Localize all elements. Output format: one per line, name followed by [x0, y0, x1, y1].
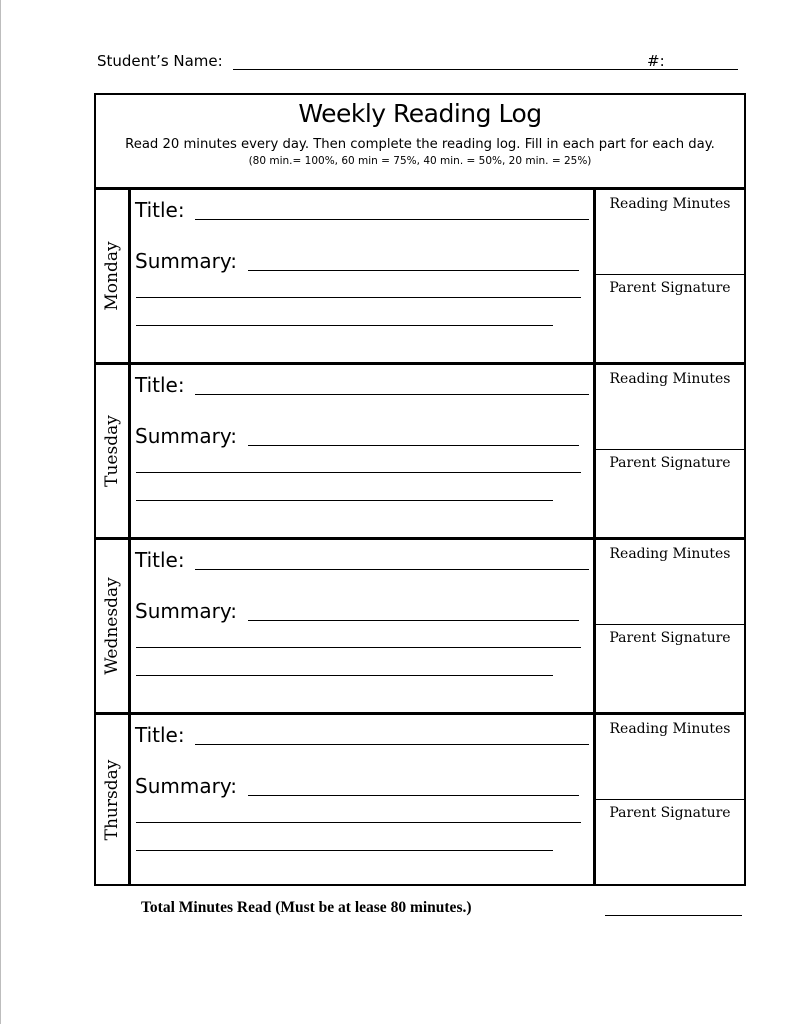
entry-cell [131, 715, 596, 884]
parent-signature-label: Parent Signature [609, 455, 731, 471]
page-title: Weekly Reading Log [298, 99, 542, 128]
summary-line[interactable] [136, 325, 553, 326]
day-row-monday [96, 190, 744, 365]
day-label-cell [96, 190, 131, 362]
parent-signature-label: Parent Signature [609, 280, 731, 296]
reading-minutes-label: Reading Minutes [609, 721, 731, 737]
title-label: Title: [135, 373, 185, 397]
total-minutes-label: Total Minutes Read (Must be at lease 80 minutes.) [141, 899, 472, 916]
title-field[interactable] [195, 569, 589, 570]
summary-line[interactable] [136, 472, 581, 473]
entry-cell [131, 190, 596, 362]
side-cell [596, 715, 744, 884]
day-row-thursday [96, 715, 744, 884]
summary-line[interactable] [136, 675, 553, 676]
summary-label: Summary: [135, 599, 237, 623]
day-row-wednesday [96, 540, 744, 715]
summary-field[interactable] [248, 620, 579, 621]
reading-log-table [94, 93, 746, 886]
day-label-wednesday: Wednesday [102, 577, 122, 675]
summary-line[interactable] [136, 850, 553, 851]
side-divider [596, 624, 744, 625]
percent-note: (80 min.= 100%, 60 min = 75%, 40 min. = 50%, 20 min. = 25%) [248, 155, 592, 167]
summary-line[interactable] [136, 822, 581, 823]
summary-label: Summary: [135, 774, 237, 798]
day-label-thursday: Thursday [102, 759, 122, 840]
entry-cell [131, 540, 596, 712]
summary-line[interactable] [136, 647, 581, 648]
title-label: Title: [135, 723, 185, 747]
day-label-cell [96, 540, 131, 712]
summary-field[interactable] [248, 445, 579, 446]
page-edge [0, 0, 1, 1024]
log-instructions: Read 20 minutes every day. Then complete the reading log. Fill in each part for each day. [125, 137, 715, 152]
title-label: Title: [135, 198, 185, 222]
student-name-label: Student’s Name: [97, 52, 223, 70]
summary-label: Summary: [135, 424, 237, 448]
day-label-cell [96, 715, 131, 884]
title-field[interactable] [195, 744, 589, 745]
summary-line[interactable] [136, 297, 581, 298]
side-cell [596, 365, 744, 537]
summary-label: Summary: [135, 249, 237, 273]
reading-minutes-label: Reading Minutes [609, 371, 731, 387]
parent-signature-label: Parent Signature [609, 630, 731, 646]
total-minutes-field[interactable] [605, 915, 742, 916]
side-divider [596, 449, 744, 450]
summary-field[interactable] [248, 795, 579, 796]
day-label-monday: Monday [102, 241, 122, 311]
side-divider [596, 274, 744, 275]
day-label-tuesday: Tuesday [102, 415, 122, 487]
parent-signature-label: Parent Signature [609, 805, 731, 821]
log-title-area [96, 95, 744, 190]
summary-line[interactable] [136, 500, 553, 501]
student-number-label: #: [647, 52, 665, 70]
title-label: Title: [135, 548, 185, 572]
summary-field[interactable] [248, 270, 579, 271]
title-field[interactable] [195, 219, 589, 220]
side-cell [596, 190, 744, 362]
entry-cell [131, 365, 596, 537]
reading-minutes-label: Reading Minutes [609, 196, 731, 212]
title-field[interactable] [195, 394, 589, 395]
student-number-field[interactable] [670, 69, 738, 70]
side-divider [596, 799, 744, 800]
student-header [97, 50, 742, 76]
day-label-cell [96, 365, 131, 537]
reading-minutes-label: Reading Minutes [609, 546, 731, 562]
day-row-tuesday [96, 365, 744, 540]
side-cell [596, 540, 744, 712]
